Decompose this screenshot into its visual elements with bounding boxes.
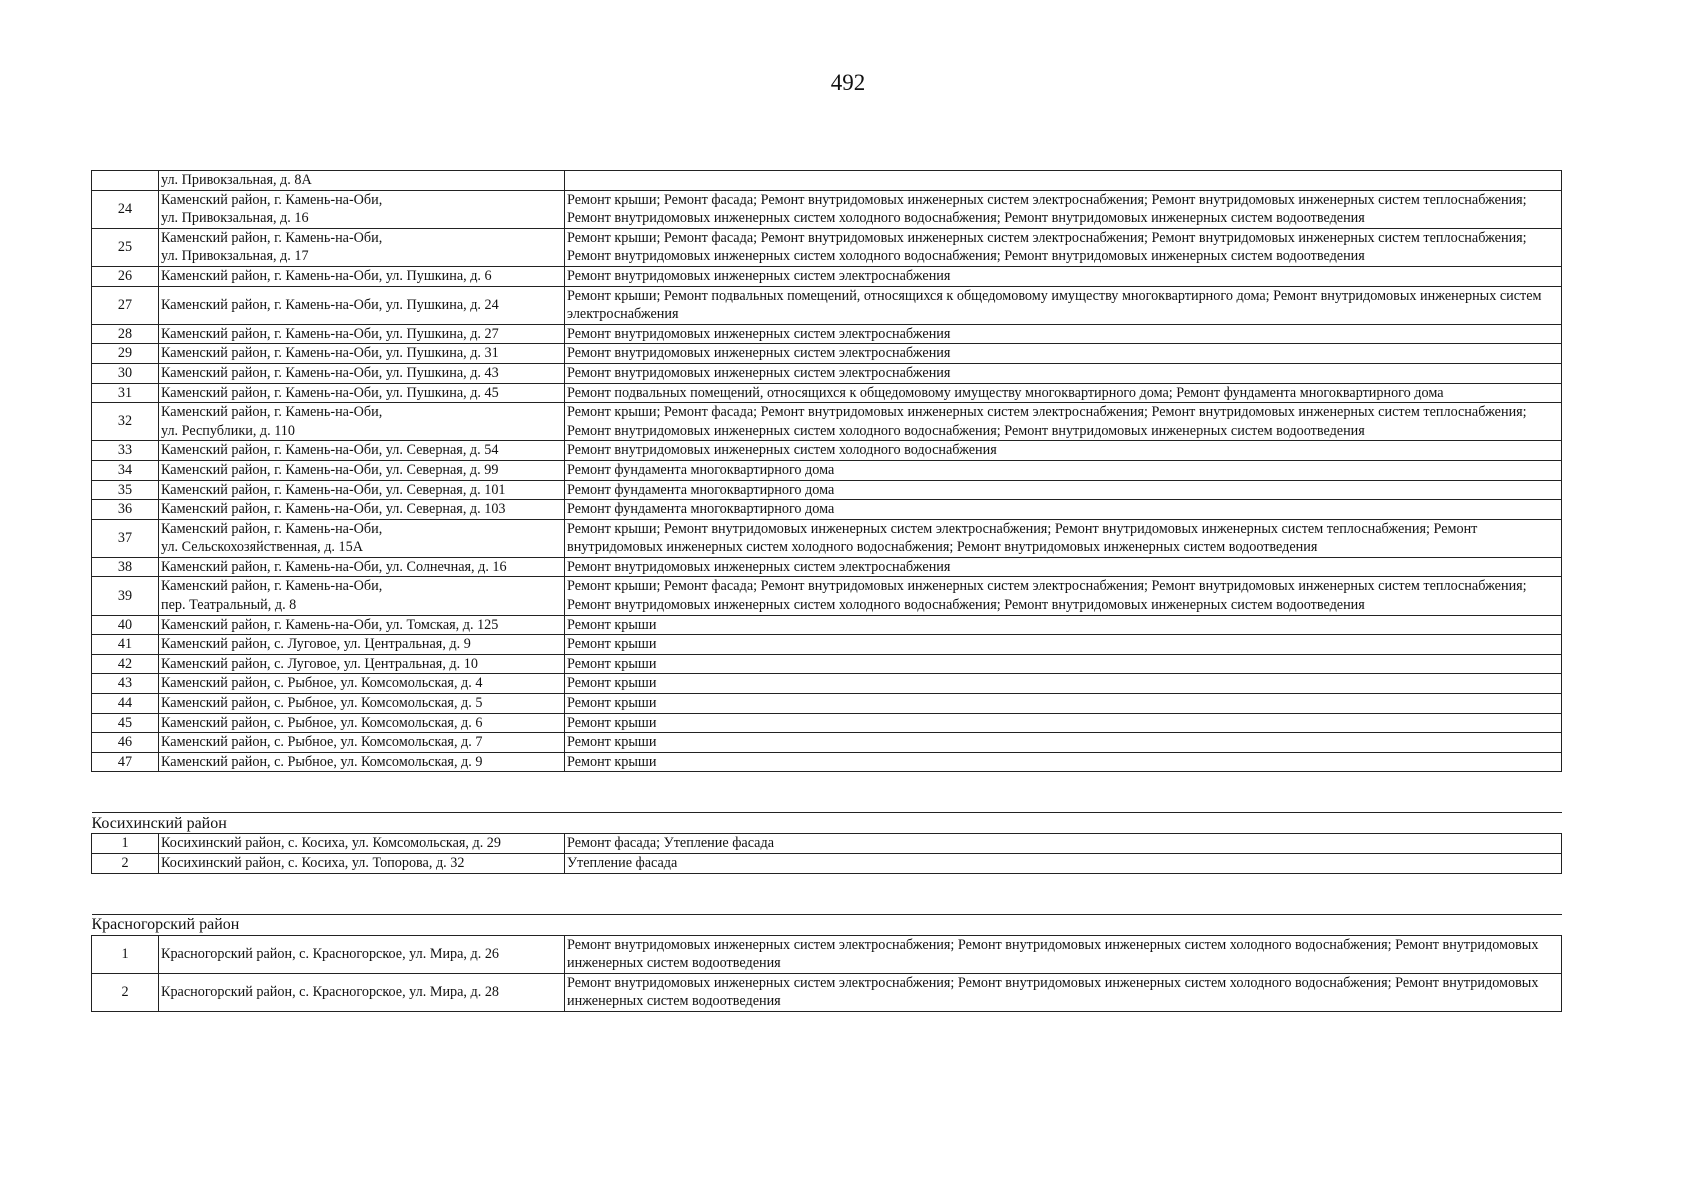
row-number-cell: 46 (92, 733, 159, 753)
address-cell: Каменский район, г. Камень-на-Оби, ул. Привокзальная, д. 16 (159, 190, 565, 228)
row-number-cell: 43 (92, 674, 159, 694)
row-number-cell (92, 171, 159, 191)
section-heading: Косихинский район (92, 813, 1562, 834)
table-row (92, 500, 1562, 520)
table-row (92, 171, 1562, 191)
address-cell: Красногорский район, с. Красногорское, ул. Мира, д. 26 (159, 935, 565, 973)
table-row (92, 674, 1562, 694)
address-cell: Косихинский район, с. Косиха, ул. Комсомольская, д. 29 (159, 834, 565, 854)
section-spacer-cell (92, 873, 1562, 914)
work-cell: Ремонт фундамента многоквартирного дома (565, 480, 1562, 500)
table-row (92, 834, 1562, 854)
address-cell: Каменский район, г. Камень-на-Оби, ул. Республики, д. 110 (159, 403, 565, 441)
address-cell: Каменский район, г. Камень-на-Оби, ул. Пушкина, д. 43 (159, 363, 565, 383)
address-cell: Каменский район, г. Камень-на-Оби, ул. Северная, д. 101 (159, 480, 565, 500)
work-cell: Ремонт крыши; Ремонт фасада; Ремонт внутридомовых инженерных систем электроснабжения; Ремонт внутридомовых инженерных систем теплоснабжения; Ремонт внутридомовых инженерных систем холодного водоснабжения; Ремонт внутридомовых инженерных систем водоотведения (565, 228, 1562, 266)
page-number: 492 (830, 70, 866, 95)
table-row (92, 266, 1562, 286)
row-number-cell: 25 (92, 228, 159, 266)
row-number-cell: 32 (92, 403, 159, 441)
work-cell: Ремонт крыши (565, 733, 1562, 753)
work-cell: Ремонт крыши (565, 674, 1562, 694)
address-cell: Каменский район, г. Камень-на-Оби, ул. Северная, д. 54 (159, 441, 565, 461)
table-row (92, 694, 1562, 714)
address-cell: Каменский район, с. Луговое, ул. Центральная, д. 10 (159, 654, 565, 674)
table-row (92, 383, 1562, 403)
work-cell: Утепление фасада (565, 854, 1562, 874)
row-number-cell: 1 (92, 935, 159, 973)
table-row (92, 854, 1562, 874)
work-cell: Ремонт крыши (565, 713, 1562, 733)
work-cell: Ремонт фундамента многоквартирного дома (565, 460, 1562, 480)
work-cell: Ремонт внутридомовых инженерных систем электроснабжения (565, 324, 1562, 344)
table-row (92, 519, 1562, 557)
row-number-cell: 33 (92, 441, 159, 461)
table-row (92, 733, 1562, 753)
section-spacer-cell (92, 772, 1562, 813)
table-row (92, 654, 1562, 674)
table-row (92, 713, 1562, 733)
address-cell: Каменский район, г. Камень-на-Оби, ул. Пушкина, д. 24 (159, 286, 565, 324)
row-number-cell: 39 (92, 577, 159, 615)
work-cell: Ремонт крыши; Ремонт внутридомовых инженерных систем электроснабжения; Ремонт внутридомовых инженерных систем теплоснабжения; Ремонт внутридомовых инженерных систем холодного водоснабжения; Ремонт внутридомовых инженерных систем водоотведения (565, 519, 1562, 557)
table-row (92, 935, 1562, 973)
row-number-cell: 42 (92, 654, 159, 674)
address-cell: Каменский район, с. Рыбное, ул. Комсомольская, д. 7 (159, 733, 565, 753)
table-row (92, 615, 1562, 635)
table-row (92, 344, 1562, 364)
row-number-cell: 36 (92, 500, 159, 520)
works-table-body (92, 171, 1562, 1012)
address-cell: Каменский район, г. Камень-на-Оби, ул. Томская, д. 125 (159, 615, 565, 635)
work-cell: Ремонт внутридомовых инженерных систем электроснабжения (565, 363, 1562, 383)
address-cell: Каменский район, г. Камень-на-Оби, ул. Пушкина, д. 45 (159, 383, 565, 403)
address-cell: Каменский район, с. Рыбное, ул. Комсомольская, д. 9 (159, 752, 565, 772)
row-number-cell: 27 (92, 286, 159, 324)
section-heading-row (92, 914, 1562, 935)
table-row (92, 752, 1562, 772)
table-row (92, 403, 1562, 441)
row-number-cell: 47 (92, 752, 159, 772)
address-cell: Красногорский район, с. Красногорское, ул. Мира, д. 28 (159, 973, 565, 1011)
table-row (92, 324, 1562, 344)
section-heading: Красногорский район (92, 914, 1562, 935)
address-cell: Каменский район, г. Камень-на-Оби, ул. Сельскохозяйственная, д. 15А (159, 519, 565, 557)
address-cell: Каменский район, с. Рыбное, ул. Комсомольская, д. 5 (159, 694, 565, 714)
table-row (92, 635, 1562, 655)
work-cell: Ремонт внутридомовых инженерных систем электроснабжения; Ремонт внутридомовых инженерных систем холодного водоснабжения; Ремонт внутридомовых инженерных систем водоотведения (565, 973, 1562, 1011)
row-number-cell: 34 (92, 460, 159, 480)
table-row (92, 228, 1562, 266)
address-cell: Каменский район, г. Камень-на-Оби, ул. Пушкина, д. 6 (159, 266, 565, 286)
row-number-cell: 35 (92, 480, 159, 500)
table-row (92, 557, 1562, 577)
work-cell: Ремонт крыши; Ремонт фасада; Ремонт внутридомовых инженерных систем электроснабжения; Ремонт внутридомовых инженерных систем теплоснабжения; Ремонт внутридомовых инженерных систем холодного водоснабжения; Ремонт внутридомовых инженерных систем водоотведения (565, 403, 1562, 441)
work-cell: Ремонт фундамента многоквартирного дома (565, 500, 1562, 520)
work-cell: Ремонт крыши; Ремонт фасада; Ремонт внутридомовых инженерных систем электроснабжения; Ремонт внутридомовых инженерных систем теплоснабжения; Ремонт внутридомовых инженерных систем холодного водоснабжения; Ремонт внутридомовых инженерных систем водоотведения (565, 577, 1562, 615)
address-cell: Каменский район, г. Камень-на-Оби, ул. Солнечная, д. 16 (159, 557, 565, 577)
work-cell: Ремонт фасада; Утепление фасада (565, 834, 1562, 854)
works-table-container (91, 170, 1561, 1012)
row-number-cell: 30 (92, 363, 159, 383)
section-spacer (92, 772, 1562, 813)
row-number-cell: 41 (92, 635, 159, 655)
address-cell: Каменский район, с. Луговое, ул. Центральная, д. 9 (159, 635, 565, 655)
address-cell: Каменский район, с. Рыбное, ул. Комсомольская, д. 6 (159, 713, 565, 733)
row-number-cell: 29 (92, 344, 159, 364)
section-spacer (92, 873, 1562, 914)
row-number-cell: 38 (92, 557, 159, 577)
address-cell: Каменский район, г. Камень-на-Оби, ул. Привокзальная, д. 17 (159, 228, 565, 266)
address-cell: Каменский район, г. Камень-на-Оби, ул. Пушкина, д. 27 (159, 324, 565, 344)
table-row (92, 577, 1562, 615)
work-cell: Ремонт крыши (565, 694, 1562, 714)
table-row (92, 460, 1562, 480)
table-row (92, 973, 1562, 1011)
address-cell: Каменский район, г. Камень-на-Оби, ул. Северная, д. 103 (159, 500, 565, 520)
row-number-cell: 1 (92, 834, 159, 854)
row-number-cell: 45 (92, 713, 159, 733)
work-cell: Ремонт крыши (565, 615, 1562, 635)
address-cell: Каменский район, г. Камень-на-Оби, пер. Театральный, д. 8 (159, 577, 565, 615)
work-cell: Ремонт крыши (565, 752, 1562, 772)
address-cell: ул. Привокзальная, д. 8А (159, 171, 565, 191)
table-row (92, 190, 1562, 228)
work-cell: Ремонт внутридомовых инженерных систем электроснабжения; Ремонт внутридомовых инженерных систем холодного водоснабжения; Ремонт внутридомовых инженерных систем водоотведения (565, 935, 1562, 973)
row-number-cell: 37 (92, 519, 159, 557)
address-cell: Каменский район, г. Камень-на-Оби, ул. Пушкина, д. 31 (159, 344, 565, 364)
row-number-cell: 44 (92, 694, 159, 714)
section-heading-row (92, 813, 1562, 834)
work-cell: Ремонт внутридомовых инженерных систем электроснабжения (565, 266, 1562, 286)
row-number-cell: 40 (92, 615, 159, 635)
row-number-cell: 2 (92, 854, 159, 874)
row-number-cell: 26 (92, 266, 159, 286)
work-cell: Ремонт внутридомовых инженерных систем электроснабжения (565, 344, 1562, 364)
row-number-cell: 2 (92, 973, 159, 1011)
address-cell: Косихинский район, с. Косиха, ул. Топорова, д. 32 (159, 854, 565, 874)
work-cell: Ремонт крыши (565, 654, 1562, 674)
table-row (92, 363, 1562, 383)
address-cell: Каменский район, г. Камень-на-Оби, ул. Северная, д. 99 (159, 460, 565, 480)
table-row (92, 286, 1562, 324)
table-row (92, 480, 1562, 500)
table-row (92, 441, 1562, 461)
row-number-cell: 31 (92, 383, 159, 403)
work-cell: Ремонт крыши (565, 635, 1562, 655)
work-cell: Ремонт крыши; Ремонт подвальных помещений, относящихся к общедомовому имуществу многоквартирного дома; Ремонт внутридомовых инженерных систем электроснабжения (565, 286, 1562, 324)
works-table (91, 170, 1562, 1012)
work-cell: Ремонт подвальных помещений, относящихся к общедомовому имуществу многоквартирного дома; Ремонт фундамента многоквартирного дома (565, 383, 1562, 403)
row-number-cell: 28 (92, 324, 159, 344)
address-cell: Каменский район, с. Рыбное, ул. Комсомольская, д. 4 (159, 674, 565, 694)
work-cell: Ремонт внутридомовых инженерных систем электроснабжения (565, 557, 1562, 577)
row-number-cell: 24 (92, 190, 159, 228)
work-cell (565, 171, 1562, 191)
work-cell: Ремонт внутридомовых инженерных систем холодного водоснабжения (565, 441, 1562, 461)
work-cell: Ремонт крыши; Ремонт фасада; Ремонт внутридомовых инженерных систем электроснабжения; Ремонт внутридомовых инженерных систем теплоснабжения; Ремонт внутридомовых инженерных систем холодного водоснабжения; Ремонт внутридомовых инженерных систем водоотведения (565, 190, 1562, 228)
